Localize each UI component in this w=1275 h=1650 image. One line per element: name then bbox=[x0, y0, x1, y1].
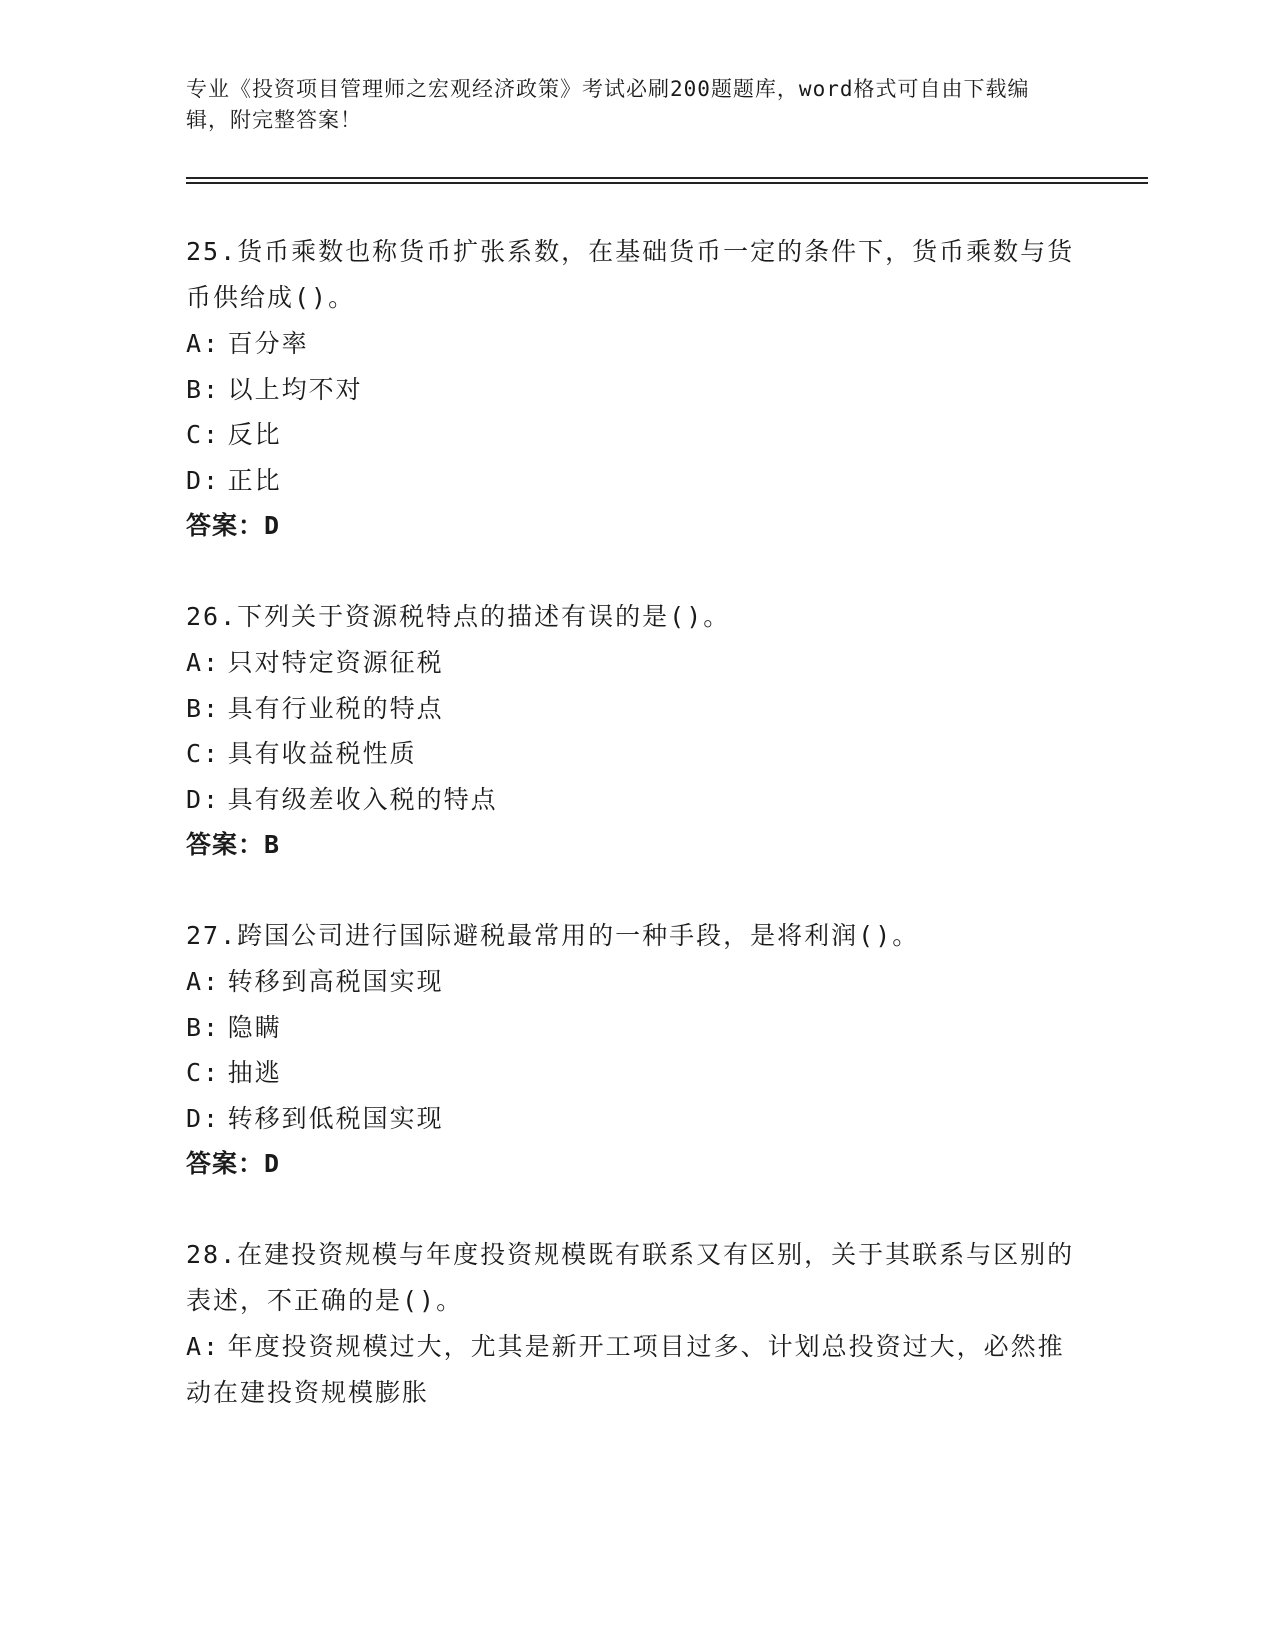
option-b bbox=[186, 1005, 1076, 1051]
option-key: B: bbox=[186, 693, 221, 723]
option-text: 正比 bbox=[227, 465, 282, 495]
option-text: 反比 bbox=[227, 420, 282, 449]
option-key: C: bbox=[186, 420, 221, 449]
option-d bbox=[186, 777, 1076, 823]
option-key: B: bbox=[186, 374, 221, 404]
option-text: 具有级差收入税的特点 bbox=[227, 784, 498, 814]
option-key: C: bbox=[186, 739, 221, 768]
option-a bbox=[186, 959, 1076, 1005]
option-key: D: bbox=[186, 784, 221, 814]
question-item bbox=[186, 594, 1076, 867]
option-text: 以上均不对 bbox=[227, 374, 363, 404]
question-stem: 28.在建投资规模与年度投资规模既有联系又有区别，关于其联系与区别的表述，不正确的是()。 bbox=[186, 1240, 1075, 1315]
option-key: D: bbox=[186, 465, 221, 495]
option-c bbox=[186, 1050, 1076, 1096]
option-text: 抽逃 bbox=[227, 1058, 282, 1087]
option-a bbox=[186, 640, 1076, 686]
option-key: C: bbox=[186, 1058, 221, 1087]
answer-line: 答案：D bbox=[186, 511, 281, 540]
question-item bbox=[186, 229, 1076, 548]
option-text: 年度投资规模过大，尤其是新开工项目过多、计划总投资过大，必然推动在建投资规模膨胀 bbox=[186, 1332, 1065, 1407]
question-list bbox=[186, 229, 1076, 1461]
option-c bbox=[186, 412, 1076, 458]
option-text: 百分率 bbox=[227, 329, 309, 358]
option-key: D: bbox=[186, 1103, 221, 1133]
question-stem: 27.跨国公司进行国际避税最常用的一种手段，是将利润()。 bbox=[186, 921, 920, 950]
question-item bbox=[186, 913, 1076, 1186]
option-key: A: bbox=[186, 967, 221, 996]
option-d bbox=[186, 1096, 1076, 1142]
option-text: 只对特定资源征税 bbox=[227, 648, 444, 677]
option-key: A: bbox=[186, 329, 221, 358]
question-stem: 25.货币乘数也称货币扩张系数，在基础货币一定的条件下，货币乘数与货币供给成()。 bbox=[186, 237, 1075, 312]
option-text: 隐瞒 bbox=[227, 1012, 282, 1042]
option-text: 转移到低税国实现 bbox=[227, 1103, 444, 1133]
option-key: A: bbox=[186, 1332, 221, 1361]
header-rule-top bbox=[186, 177, 1148, 179]
question-stem: 26.下列关于资源税特点的描述有误的是()。 bbox=[186, 602, 731, 631]
answer-line: 答案：B bbox=[186, 830, 281, 859]
answer-line: 答案：D bbox=[186, 1149, 281, 1178]
header-rule-bottom bbox=[186, 182, 1148, 184]
option-a bbox=[186, 1324, 1076, 1415]
option-key: B: bbox=[186, 1012, 221, 1042]
option-c bbox=[186, 731, 1076, 777]
option-key: A: bbox=[186, 648, 221, 677]
option-text: 转移到高税国实现 bbox=[227, 967, 444, 996]
document-header: 专业《投资项目管理师之宏观经济政策》考试必刷200题题库，word格式可自由下载编辑，附完整答案！ bbox=[186, 77, 1030, 132]
option-a bbox=[186, 321, 1076, 367]
question-item bbox=[186, 1232, 1076, 1415]
option-b bbox=[186, 367, 1076, 413]
option-d bbox=[186, 458, 1076, 504]
option-text: 具有收益税性质 bbox=[227, 739, 417, 768]
option-b bbox=[186, 686, 1076, 732]
option-text: 具有行业税的特点 bbox=[227, 693, 444, 723]
